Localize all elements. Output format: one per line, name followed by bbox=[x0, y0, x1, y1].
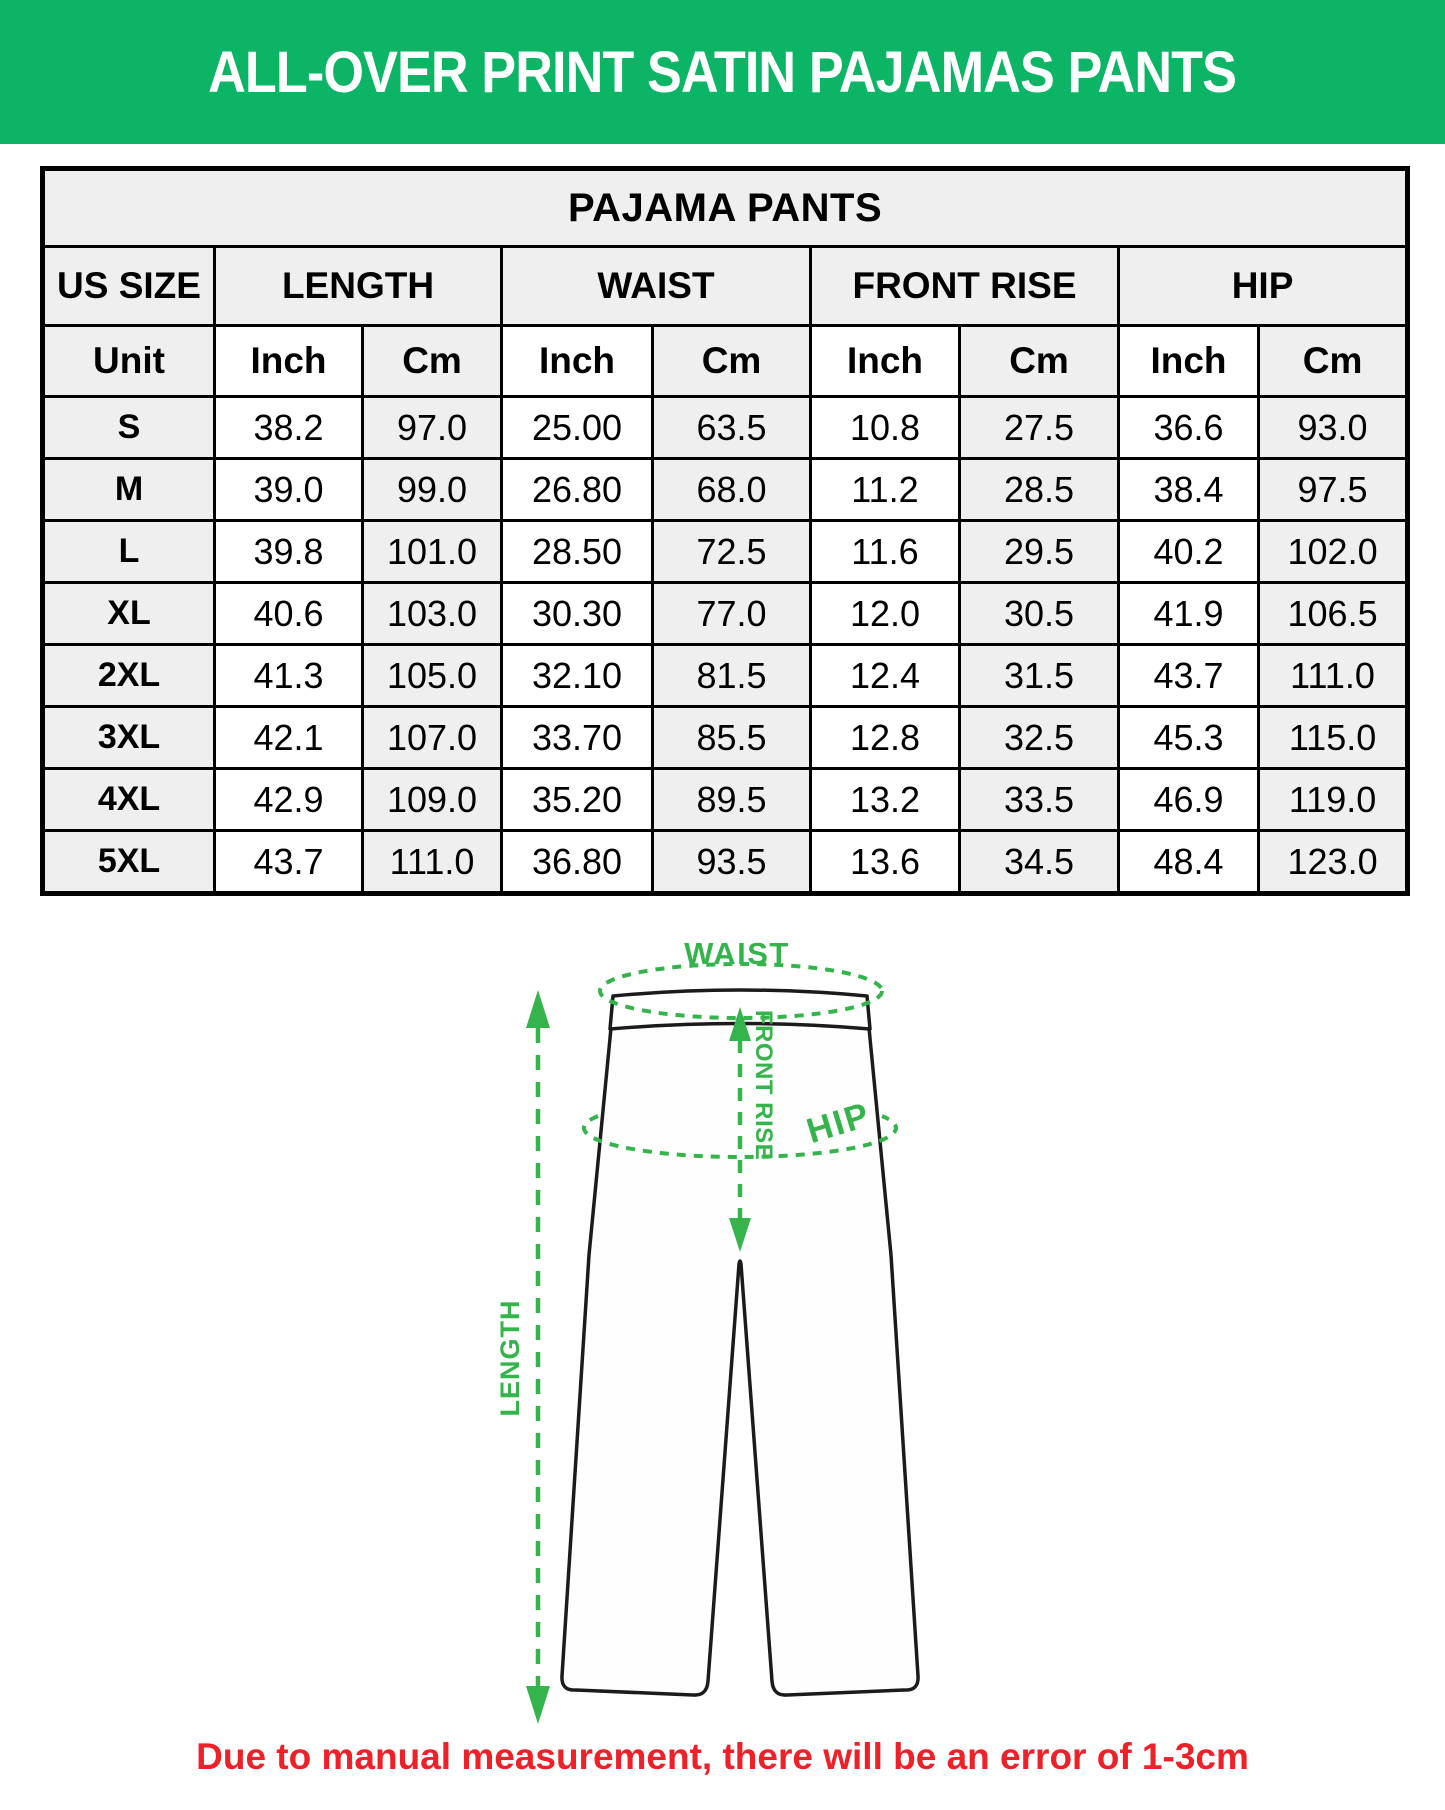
measurement-cell: 63.5 bbox=[653, 397, 811, 459]
table-row bbox=[43, 397, 1408, 459]
unit-header: Inch bbox=[1119, 326, 1259, 397]
measurement-cell: 43.7 bbox=[215, 831, 363, 894]
measurement-cell: 27.5 bbox=[960, 397, 1119, 459]
column-header-waist: WAIST bbox=[502, 247, 811, 326]
column-header-length: LENGTH bbox=[215, 247, 502, 326]
measurement-cell: 34.5 bbox=[960, 831, 1119, 894]
measurement-cell: 26.80 bbox=[502, 459, 653, 521]
unit-header: Inch bbox=[811, 326, 960, 397]
size-label: S bbox=[43, 397, 215, 459]
table-row bbox=[43, 707, 1408, 769]
page-title: ALL-OVER PRINT SATIN PAJAMAS PANTS bbox=[208, 39, 1237, 105]
measurement-cell: 111.0 bbox=[1259, 645, 1408, 707]
measurement-cell: 115.0 bbox=[1259, 707, 1408, 769]
size-chart-table bbox=[40, 166, 1410, 896]
table-title: PAJAMA PANTS bbox=[43, 169, 1408, 247]
measurement-cell: 12.8 bbox=[811, 707, 960, 769]
measurement-cell: 119.0 bbox=[1259, 769, 1408, 831]
pants-measurement-diagram bbox=[430, 928, 950, 1740]
measurement-cell: 46.9 bbox=[1119, 769, 1259, 831]
table-group-header-row bbox=[43, 247, 1408, 326]
size-table-body bbox=[43, 397, 1408, 894]
column-header-hip: HIP bbox=[1119, 247, 1408, 326]
measurement-cell: 42.1 bbox=[215, 707, 363, 769]
measurement-cell: 41.9 bbox=[1119, 583, 1259, 645]
size-label: L bbox=[43, 521, 215, 583]
measurement-cell: 12.0 bbox=[811, 583, 960, 645]
measurement-cell: 28.5 bbox=[960, 459, 1119, 521]
measurement-cell: 25.00 bbox=[502, 397, 653, 459]
measurement-cell: 11.6 bbox=[811, 521, 960, 583]
measurement-cell: 97.0 bbox=[363, 397, 502, 459]
measurement-disclaimer: Due to manual measurement, there will be an error of 1-3cm bbox=[196, 1736, 1249, 1777]
measurement-cell: 33.70 bbox=[502, 707, 653, 769]
measurement-cell: 105.0 bbox=[363, 645, 502, 707]
length-arrowhead-down bbox=[526, 1686, 550, 1724]
size-label: 5XL bbox=[43, 831, 215, 894]
measurement-cell: 93.5 bbox=[653, 831, 811, 894]
banner bbox=[0, 0, 1445, 144]
measurement-cell: 13.2 bbox=[811, 769, 960, 831]
measurement-cell: 31.5 bbox=[960, 645, 1119, 707]
unit-header: Inch bbox=[215, 326, 363, 397]
front-rise-label: FRONT RISE bbox=[750, 1009, 777, 1161]
unit-header: Cm bbox=[960, 326, 1119, 397]
measurement-cell: 89.5 bbox=[653, 769, 811, 831]
measurement-cell: 32.10 bbox=[502, 645, 653, 707]
measurement-cell: 43.7 bbox=[1119, 645, 1259, 707]
table-row bbox=[43, 645, 1408, 707]
measurement-cell: 33.5 bbox=[960, 769, 1119, 831]
measurement-cell: 68.0 bbox=[653, 459, 811, 521]
measurement-cell: 13.6 bbox=[811, 831, 960, 894]
measurement-cell: 39.0 bbox=[215, 459, 363, 521]
unit-header: Cm bbox=[653, 326, 811, 397]
waist-label: WAIST bbox=[684, 936, 790, 971]
table-title-row bbox=[43, 169, 1408, 247]
measurement-cell: 48.4 bbox=[1119, 831, 1259, 894]
measurement-cell: 38.4 bbox=[1119, 459, 1259, 521]
unit-header: Cm bbox=[1259, 326, 1408, 397]
hip-label: HIP bbox=[802, 1094, 876, 1152]
size-label: 4XL bbox=[43, 769, 215, 831]
measurement-cell: 40.2 bbox=[1119, 521, 1259, 583]
measurement-cell: 29.5 bbox=[960, 521, 1119, 583]
measurement-cell: 30.5 bbox=[960, 583, 1119, 645]
size-label: M bbox=[43, 459, 215, 521]
unit-header: Inch bbox=[502, 326, 653, 397]
measurement-cell: 38.2 bbox=[215, 397, 363, 459]
length-label: LENGTH bbox=[495, 1299, 525, 1417]
measurement-cell: 97.5 bbox=[1259, 459, 1408, 521]
measurement-cell: 77.0 bbox=[653, 583, 811, 645]
measurement-cell: 106.5 bbox=[1259, 583, 1408, 645]
table-row bbox=[43, 459, 1408, 521]
column-header-us-size: US SIZE bbox=[43, 247, 215, 326]
table-row bbox=[43, 521, 1408, 583]
measurement-cell: 10.8 bbox=[811, 397, 960, 459]
measurement-cell: 93.0 bbox=[1259, 397, 1408, 459]
length-arrowhead-up bbox=[526, 990, 550, 1028]
measurement-cell: 107.0 bbox=[363, 707, 502, 769]
measurement-cell: 12.4 bbox=[811, 645, 960, 707]
measurement-cell: 111.0 bbox=[363, 831, 502, 894]
measurement-cell: 72.5 bbox=[653, 521, 811, 583]
measurement-cell: 42.9 bbox=[215, 769, 363, 831]
measurement-cell: 30.30 bbox=[502, 583, 653, 645]
table-unit-row bbox=[43, 326, 1408, 397]
measurement-cell: 103.0 bbox=[363, 583, 502, 645]
measurement-cell: 35.20 bbox=[502, 769, 653, 831]
measurement-cell: 41.3 bbox=[215, 645, 363, 707]
measurement-cell: 36.6 bbox=[1119, 397, 1259, 459]
size-label: 2XL bbox=[43, 645, 215, 707]
measurement-cell: 99.0 bbox=[363, 459, 502, 521]
unit-row-label: Unit bbox=[43, 326, 215, 397]
measurement-cell: 102.0 bbox=[1259, 521, 1408, 583]
size-label: 3XL bbox=[43, 707, 215, 769]
table-row bbox=[43, 583, 1408, 645]
measurement-cell: 109.0 bbox=[363, 769, 502, 831]
unit-header: Cm bbox=[363, 326, 502, 397]
table-row bbox=[43, 831, 1408, 894]
measurement-cell: 36.80 bbox=[502, 831, 653, 894]
measurement-cell: 39.8 bbox=[215, 521, 363, 583]
measurement-cell: 32.5 bbox=[960, 707, 1119, 769]
measurement-cell: 40.6 bbox=[215, 583, 363, 645]
measurement-cell: 101.0 bbox=[363, 521, 502, 583]
measurement-cell: 81.5 bbox=[653, 645, 811, 707]
column-header-front-rise: FRONT RISE bbox=[811, 247, 1119, 326]
measurement-cell: 45.3 bbox=[1119, 707, 1259, 769]
table-row bbox=[43, 769, 1408, 831]
size-label: XL bbox=[43, 583, 215, 645]
measurement-cell: 123.0 bbox=[1259, 831, 1408, 894]
measurement-cell: 11.2 bbox=[811, 459, 960, 521]
measurement-cell: 28.50 bbox=[502, 521, 653, 583]
measurement-cell: 85.5 bbox=[653, 707, 811, 769]
